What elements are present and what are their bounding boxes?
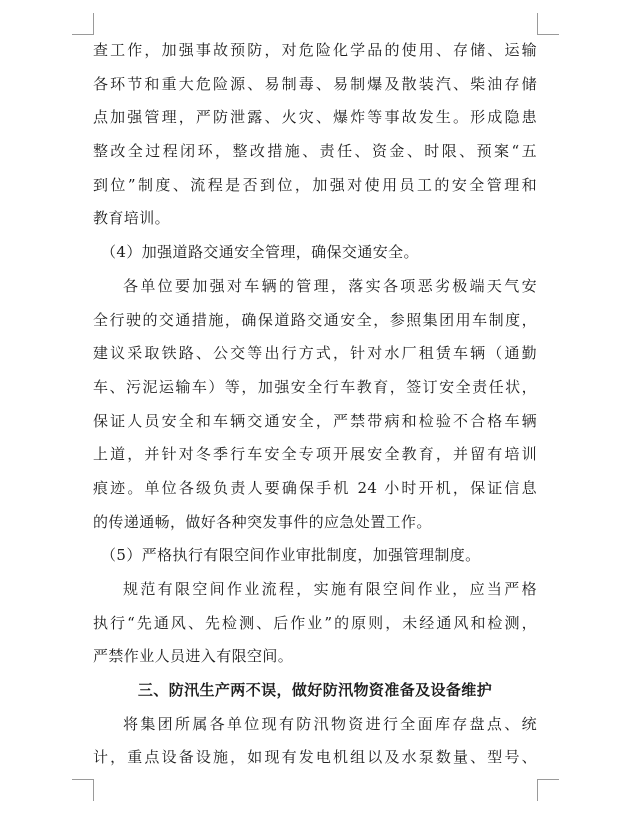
paragraph-line: 全行驶的交通措施，确保道路交通安全，参照集团用车制度， [93, 310, 537, 329]
paragraph-line: 建议采取铁路、公交等出行方式，针对水厂租赁车辆（通勤 [93, 344, 537, 363]
crop-mark-bottom-left-v [93, 779, 94, 801]
paragraph-line: 痕迹。单位各级负责人要确保手机 24 小时开机，保证信息 [93, 478, 537, 497]
paragraph-line: 执行“先通风、先检测、后作业”的原则，未经通风和检测， [93, 613, 537, 632]
section-heading: 三、防汛生产两不误，做好防汛物资准备及设备维护 [137, 681, 493, 700]
paragraph-line: 点加强管理，严防泄露、火灾、爆炸等事故发生。形成隐患 [93, 108, 537, 127]
paragraph-line: 各环节和重大危险源、易制毒、易制爆及散装汽、柴油存储 [93, 74, 537, 93]
crop-mark-top-right-h [537, 34, 559, 35]
crop-mark-bottom-right-v [537, 779, 538, 801]
paragraph-line: 教育培训。 [93, 209, 171, 228]
paragraph-line: 各单位要加强对车辆的管理，落实各项恶劣极端天气安 [123, 276, 537, 295]
paragraph-line: 车、污泥运输车）等，加强安全行车教育，签订安全责任状， [93, 377, 537, 396]
paragraph-line: 严禁作业人员进入有限空间。 [93, 647, 294, 666]
body-text [93, 34, 537, 775]
crop-mark-top-right-v [537, 13, 538, 35]
crop-mark-bottom-left-h [72, 779, 94, 780]
paragraph-line: 到位”制度、流程是否到位，加强对使用员工的安全管理和 [93, 175, 537, 194]
paragraph-line: 规范有限空间作业流程，实施有限空间作业，应当严格 [123, 580, 537, 598]
subheading: （5）严格执行有限空间作业审批制度，加强管理制度。 [101, 546, 481, 565]
paragraph-line: 的传递通畅，做好各种突发事件的应急处置工作。 [93, 512, 432, 531]
paragraph-line: 上道，并针对冬季行车安全专项开展安全教育，并留有培训 [93, 445, 537, 464]
paragraph-line: 查工作，加强事故预防，对危险化学品的使用、存储、运输 [93, 41, 537, 59]
crop-mark-top-left-v [93, 13, 94, 35]
crop-mark-top-left-h [72, 34, 94, 35]
paragraph-line: 整改全过程闭环，整改措施、责任、资金、时限、预案“五 [93, 142, 537, 161]
crop-mark-bottom-right-h [537, 779, 559, 780]
subheading: （4）加强道路交通安全管理，确保交通安全。 [101, 243, 419, 262]
paragraph-line: 保证人员安全和车辆交通安全，严禁带病和检验不合格车辆 [93, 411, 537, 430]
paragraph-line: 计，重点设备设施，如现有发电机组以及水泵数量、型号、 [93, 748, 537, 767]
paragraph-line: 将集团所属各单位现有防汛物资进行全面库存盘点、统 [123, 714, 537, 733]
